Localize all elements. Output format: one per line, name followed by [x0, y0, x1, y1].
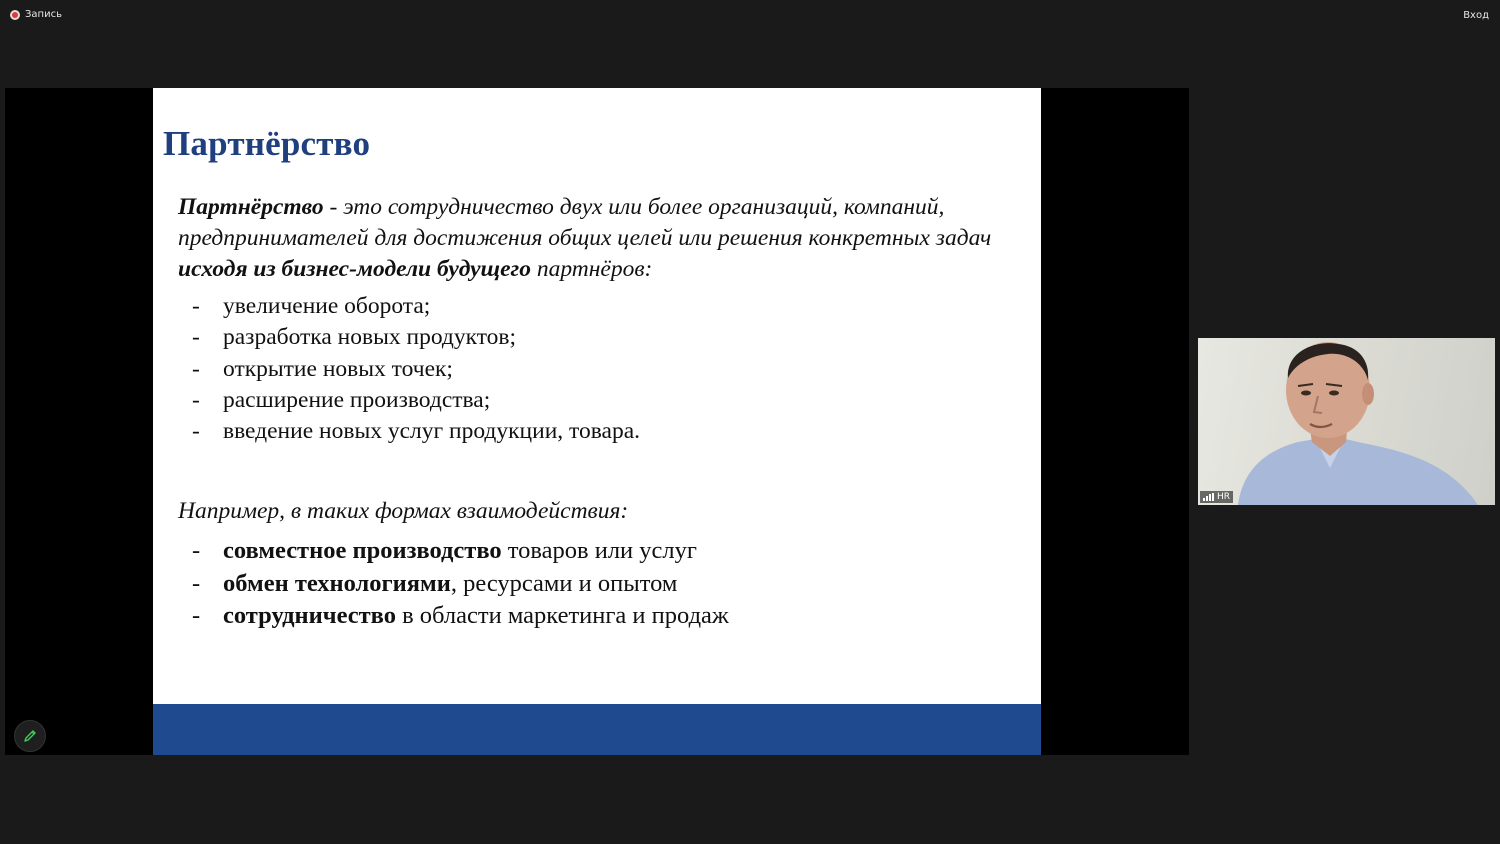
dash-marker: -	[192, 418, 200, 445]
signal-icon	[1203, 493, 1214, 501]
list-item	[178, 322, 1008, 353]
participant-image	[1198, 338, 1495, 505]
recording-indicator[interactable]	[10, 9, 62, 20]
recording-label: Запись	[25, 9, 62, 20]
form-rest: , ресурсами и опытом	[450, 569, 678, 597]
dash-marker: -	[192, 355, 200, 382]
definition-text-part2: партнёров:	[530, 256, 653, 282]
slide-footer-bar	[153, 704, 1041, 755]
list-item	[178, 291, 1008, 322]
participant-name: HR	[1217, 492, 1231, 502]
example-intro: Например, в таких формах взаимодействия:	[178, 498, 629, 525]
form-bold: обмен технологиями	[223, 569, 451, 597]
participant-label	[1200, 491, 1233, 503]
list-item	[178, 535, 1008, 568]
list-item	[178, 600, 1008, 633]
signin-button[interactable]: Вход	[1463, 10, 1489, 21]
goal-text: разработка новых продуктов;	[223, 324, 517, 351]
slide-title: Партнёрство	[163, 124, 371, 163]
form-text	[223, 600, 729, 633]
definition-paragraph	[178, 192, 1008, 285]
goal-text: введение новых услуг продукции, товара.	[223, 418, 641, 445]
presentation-slide	[153, 88, 1041, 755]
list-item	[178, 385, 1008, 416]
slide-body	[178, 192, 1008, 633]
dash-marker: -	[192, 324, 200, 351]
goal-text: увеличение оборота;	[223, 293, 431, 319]
goals-list	[178, 291, 1008, 447]
list-item	[178, 568, 1008, 601]
goal-text: расширение производства;	[223, 386, 491, 413]
form-rest: в области маркетинга и продаж	[395, 602, 729, 630]
annotate-button[interactable]	[14, 720, 46, 752]
dash-marker: -	[192, 537, 201, 565]
participant-video[interactable]	[1198, 338, 1495, 505]
form-bold: совместное производство	[223, 537, 502, 565]
definition-text-part1: - это сотрудничество двух или более организаций, компаний, предпринимателей для достижения общих целей или решения конкретных задач	[178, 194, 992, 251]
dash-marker: -	[192, 293, 200, 319]
dash-marker: -	[192, 386, 200, 413]
dash-marker: -	[192, 569, 201, 597]
list-item	[178, 416, 1008, 447]
forms-list	[178, 535, 1008, 633]
form-text	[223, 535, 697, 568]
record-icon	[10, 10, 20, 20]
form-rest: товаров или услуг	[501, 537, 697, 565]
screen-share-area	[5, 88, 1189, 755]
definition-bold-phrase: исходя из бизнес-модели будущего	[178, 256, 531, 282]
definition-term: Партнёрство	[178, 194, 324, 220]
list-item	[178, 354, 1008, 385]
pencil-icon	[23, 729, 37, 743]
form-bold: сотрудничество	[223, 602, 396, 630]
goal-text: открытие новых точек;	[223, 355, 453, 382]
form-text	[223, 568, 677, 601]
dash-marker: -	[192, 602, 201, 630]
